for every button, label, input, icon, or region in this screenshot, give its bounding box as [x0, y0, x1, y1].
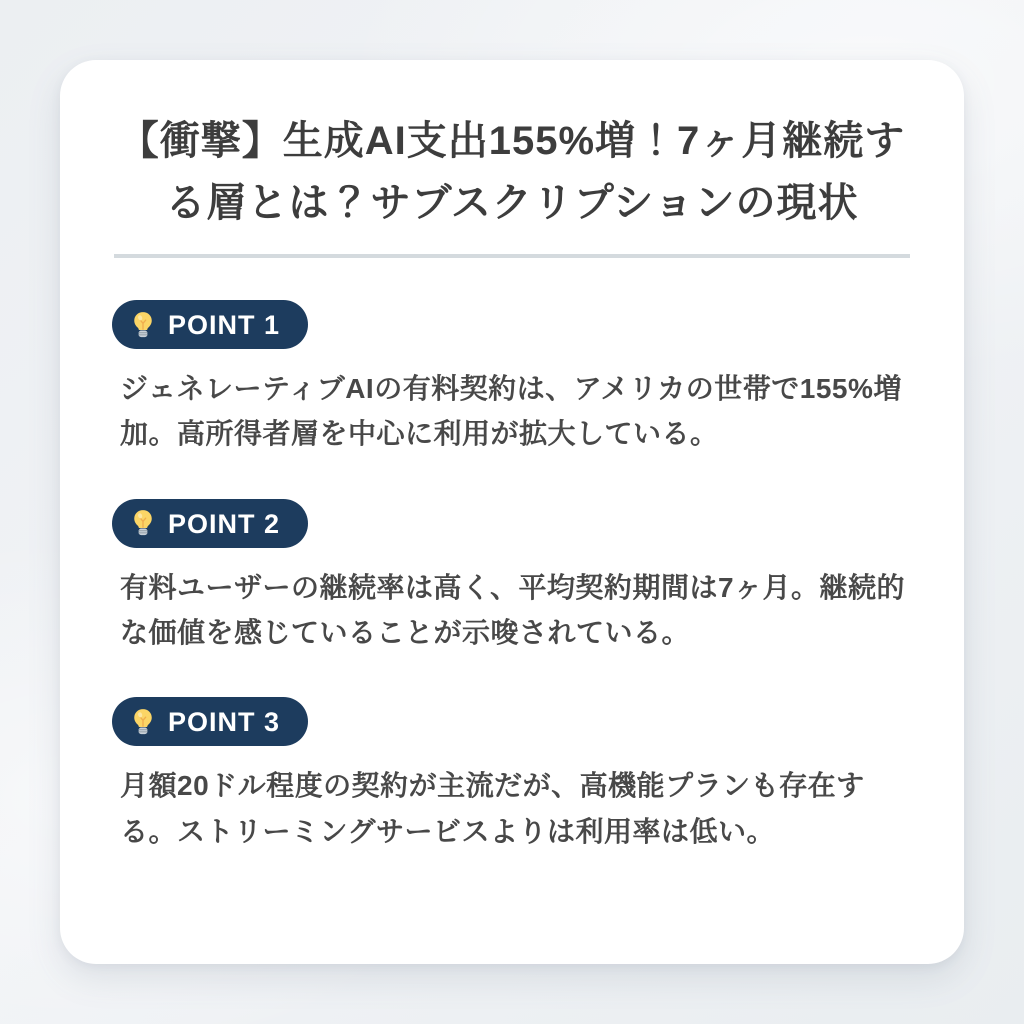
point-section-1 — [112, 300, 912, 457]
point-2-badge-label: POINT 2 — [168, 508, 281, 539]
point-1-badge — [112, 300, 308, 349]
point-2-badge — [112, 499, 308, 548]
point-1-badge-label: POINT 1 — [168, 310, 281, 340]
content-card — [60, 60, 964, 964]
title-divider — [114, 254, 910, 258]
page-title: 【衝撃】生成AI支出155%増！7ヶ月継続する層とは？サブスクリプションの現状 — [118, 119, 906, 225]
point-2-text: 有料ユーザーの継続率は高く、平均契約期間は7ヶ月。継続的な価値を感じていることが示唆されている。 — [120, 571, 906, 649]
point-section-3 — [112, 697, 912, 854]
lightbulb-icon — [128, 707, 158, 737]
point-1-text: ジェネレーティブAIの有料契約は、アメリカの世帯で155%増加。高所得者層を中心に利用が拡大している。 — [120, 373, 902, 450]
point-3-text: 月額20ドル程度の契約が主流だが、高機能プランも存在する。ストリーミングサービスよりは利用率は低い。 — [120, 770, 865, 847]
point-section-2 — [112, 499, 912, 656]
point-3-badge-label: POINT 3 — [168, 707, 281, 738]
point-3-badge — [112, 697, 308, 746]
lightbulb-icon — [128, 508, 158, 538]
lightbulb-icon — [128, 310, 158, 340]
